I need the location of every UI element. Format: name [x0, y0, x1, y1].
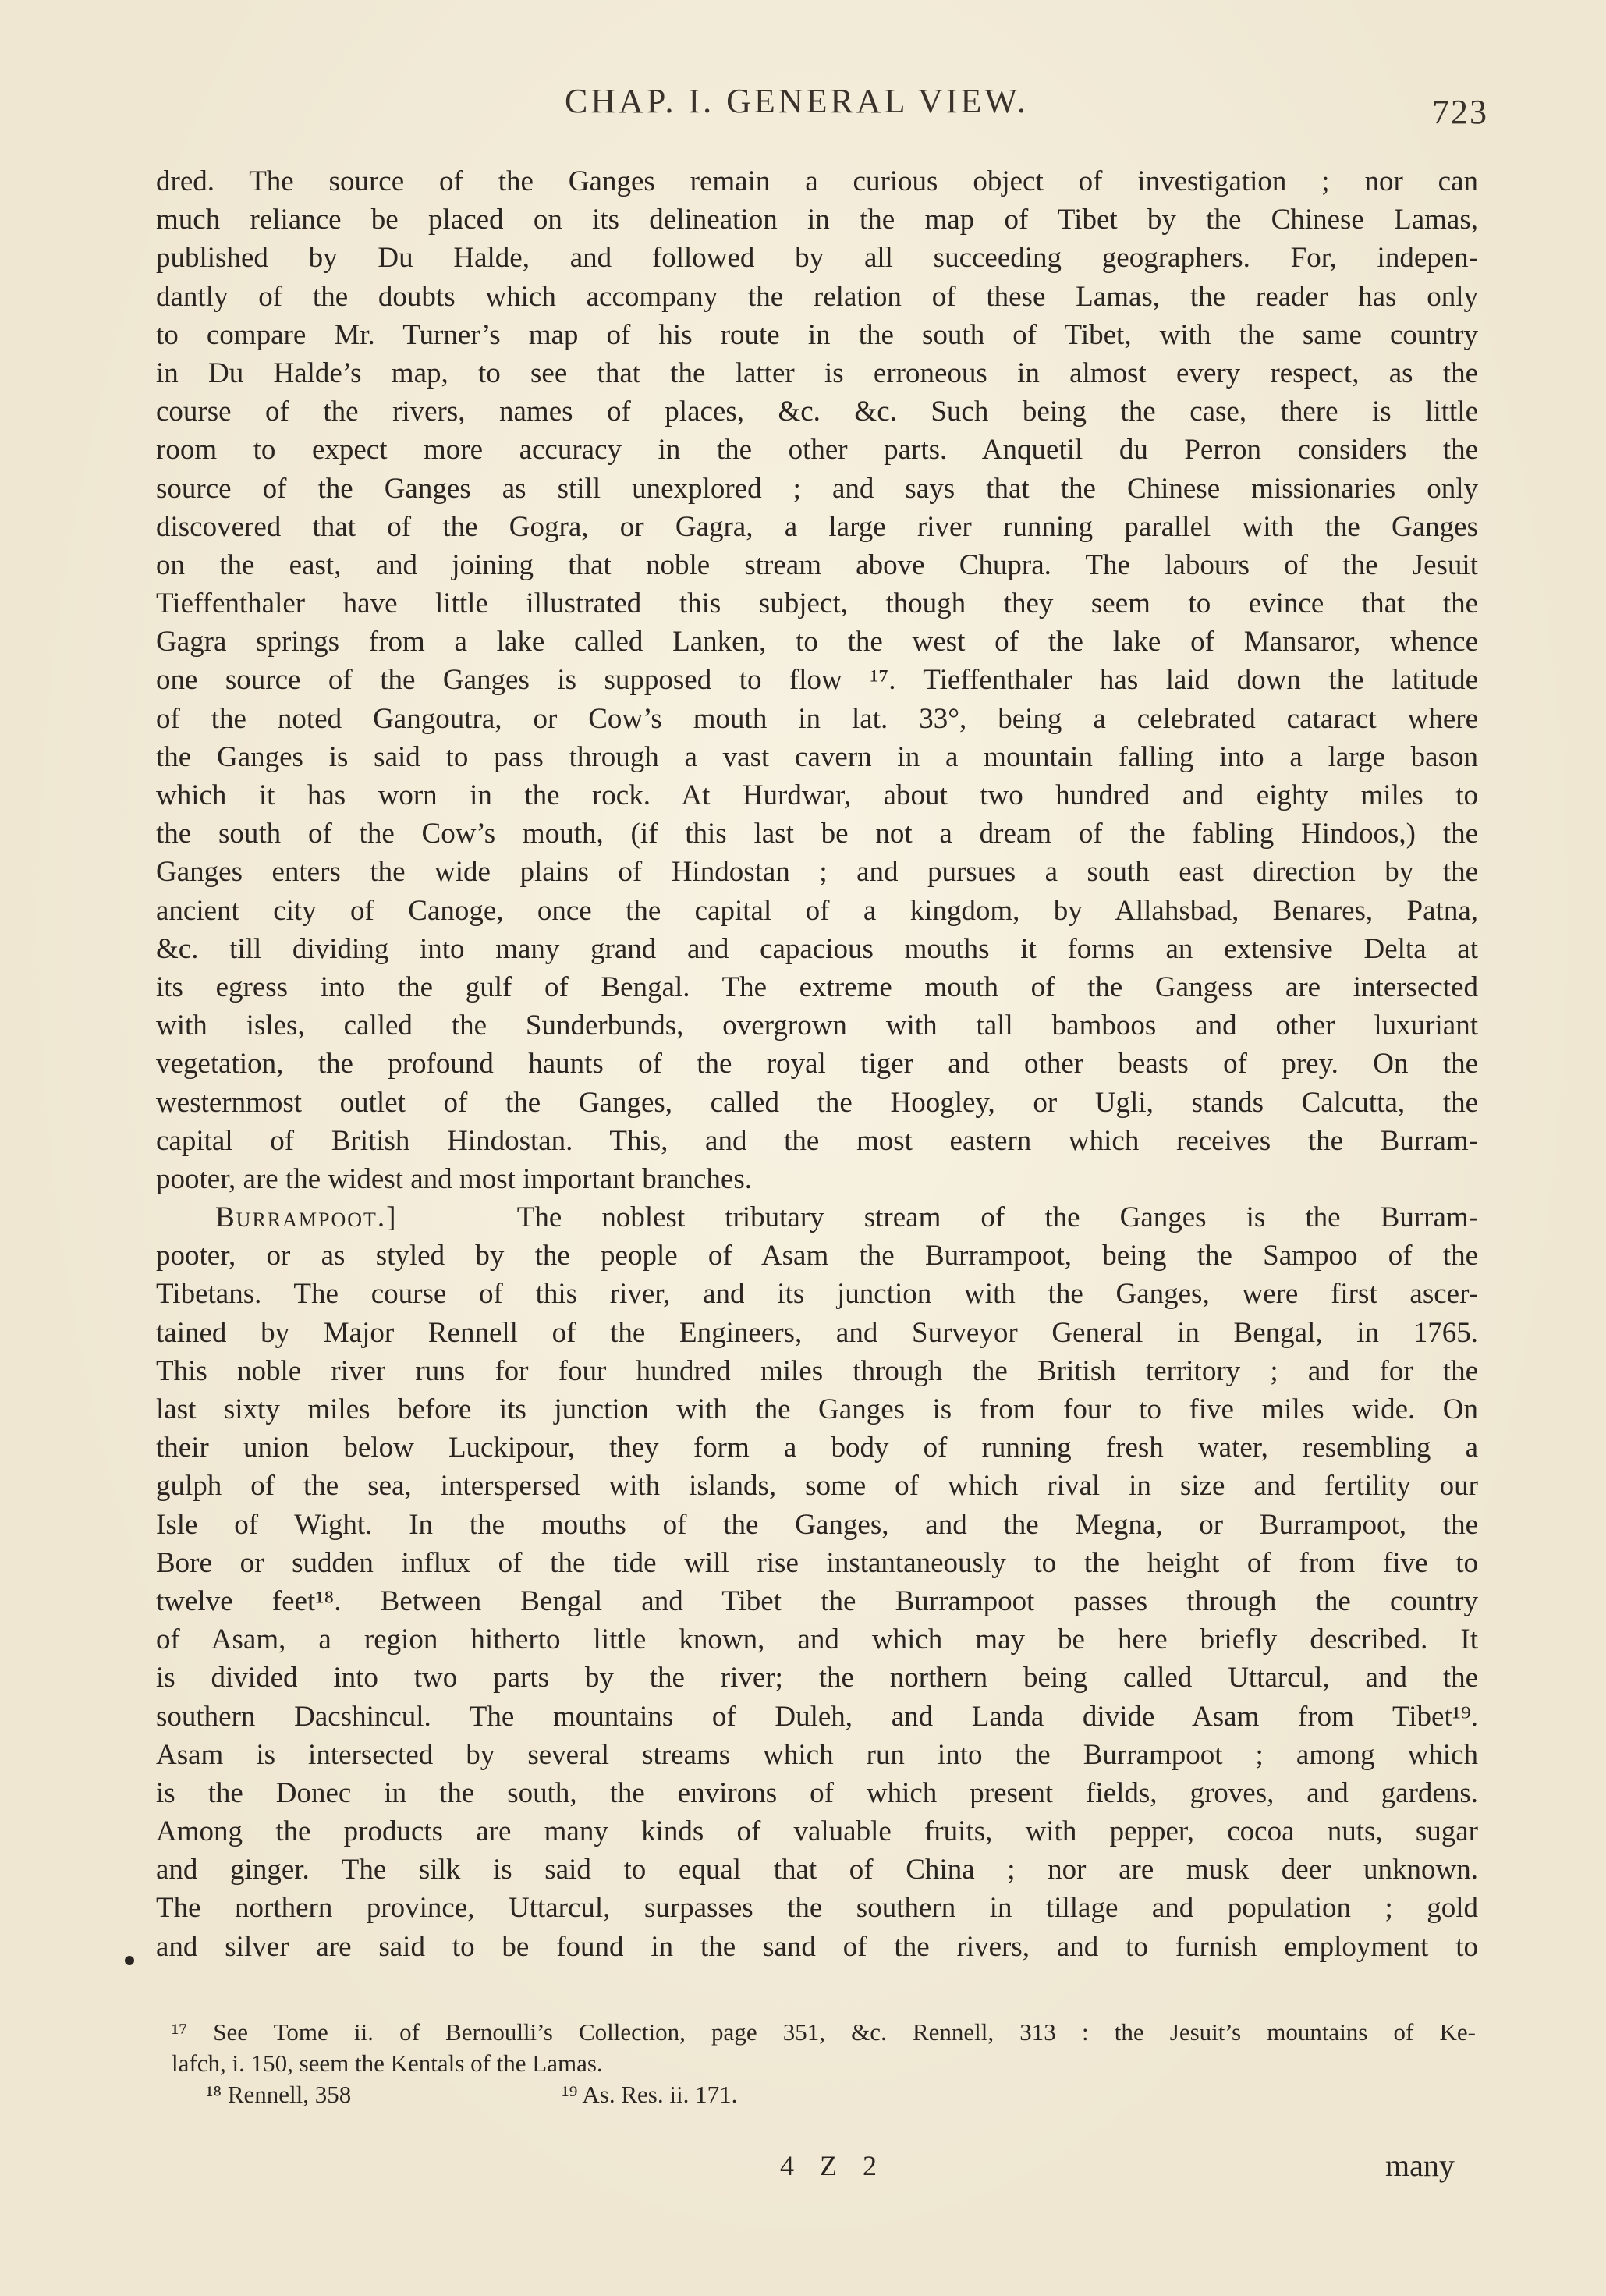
running-head — [0, 81, 1606, 131]
body-text — [156, 162, 1478, 1966]
text-line: and ginger. The silk is said to equal that of China ; nor are musk deer unknown. — [156, 1854, 1478, 1886]
text-line: Ganges enters the wide plains of Hindostan ; and pursues a south east direction by the — [156, 856, 1478, 889]
text-line: of the noted Gangoutra, or Cow’s mouth in lat. 33°, being a celebrated cataract where — [156, 702, 1478, 735]
text-line: with isles, called the Sunderbunds, overgrown with tall bamboos and other luxuriant — [156, 1010, 1478, 1042]
text-line: dred. The source of the Ganges remain a curious object of investigation ; nor can — [156, 165, 1478, 197]
text-line: is the Donec in the south, the environs of which present fields, groves, and gardens. — [156, 1776, 1478, 1809]
footnotes-18-19 — [172, 2079, 1476, 2110]
text-line: the south of the Cow’s mouth, (if this last be not a dream of the fabling Hindoos,) the — [156, 818, 1478, 850]
text-line: ancient city of Canoge, once the capital of a kingdom, by Allahsbad, Benares, Patna, — [156, 894, 1478, 927]
page-number: 723 — [1432, 93, 1488, 131]
text-line: Gagra springs from a lake called Lanken, to the west of the lake of Mansaror, whence — [156, 626, 1478, 658]
signature-mark: 4 Z 2 — [780, 2150, 886, 2181]
footnotes — [172, 2017, 1476, 2110]
text-line: last sixty miles before its junction with the Ganges is from four to five miles wide. On — [156, 1393, 1478, 1425]
text-line: gulph of the sea, interspersed with islands, some of which rival in size and fertility our — [156, 1470, 1478, 1503]
text-line: the Ganges is said to pass through a vast cavern in a mountain falling into a large bason — [156, 740, 1478, 773]
catchword: many — [1385, 2148, 1455, 2183]
text-line: southern Dacshincul. The mountains of Duleh, and Landa divide Asam from Tibet¹⁹. — [156, 1700, 1478, 1733]
section-sidehead: Burrampoot.] — [215, 1201, 398, 1234]
text-line: course of the rivers, names of places, &c. &c. Such being the case, there is little — [156, 396, 1478, 428]
text-line: room to expect more accuracy in the other parts. Anquetil du Perron considers the — [156, 434, 1478, 467]
text-line: dantly of the doubts which accompany the relation of these Lamas, the reader has only — [156, 280, 1478, 313]
text-line: published by Du Halde, and followed by all succeeding geographers. For, indepen- — [156, 242, 1478, 275]
text-line: Among the products are many kinds of valuable fruits, with pepper, cocoa nuts, sugar — [156, 1815, 1478, 1848]
text-line: vegetation, the profound haunts of the royal tiger and other beasts of prey. On the — [156, 1048, 1478, 1081]
text-line: their union below Luckipour, they form a body of running fresh water, resembling a — [156, 1432, 1478, 1464]
text-line: discovered that of the Gogra, or Gagra, a large river running parallel with the Ganges — [156, 510, 1478, 543]
text-line: Isle of Wight. In the mouths of the Ganges, and the Megna, or Burrampoot, the — [156, 1508, 1478, 1541]
footnote-17-continued: lafch, i. 150, seem the Kentals of the Lamas. — [172, 2049, 603, 2077]
text-line: one source of the Ganges is supposed to flow ¹⁷. Tieffenthaler has laid down the latitude — [156, 664, 1478, 697]
text-line: &c. till dividing into many grand and capacious mouths it forms an extensive Delta at — [156, 932, 1478, 965]
text-line: source of the Ganges as still unexplored ; and says that the Chinese missionaries only — [156, 472, 1478, 505]
text-line: pooter, are the widest and most important branches. — [156, 1162, 752, 1195]
footnote-17: ¹⁷ See Tome ii. of Bernoulli’s Collection, page 351, &c. Rennell, 313 : the Jesuit’s mountains of Ke- — [172, 2018, 1476, 2046]
chapter-title: CHAP. I. GENERAL VIEW. — [565, 82, 1029, 120]
text-line: of Asam, a region hitherto little known, and which may be here briefly described. It — [156, 1624, 1478, 1656]
text-line: This noble river runs for four hundred miles through the British territory ; and for the — [156, 1354, 1478, 1387]
text-line: is divided into two parts by the river; the northern being called Uttarcul, and the — [156, 1662, 1478, 1694]
text-line: capital of British Hindostan. This, and the most eastern which receives the Burram- — [156, 1124, 1478, 1157]
text-line: The northern province, Uttarcul, surpasses the southern in tillage and population ; gold — [156, 1892, 1478, 1925]
text-line: pooter, or as styled by the people of Asam the Burrampoot, being the Sampoo of the — [156, 1240, 1478, 1272]
text-line: much reliance be placed on its delineation in the map of Tibet by the Chinese Lamas, — [156, 204, 1478, 236]
text-line: in Du Halde’s map, to see that the latter is erroneous in almost every respect, as the — [156, 357, 1478, 389]
footnote-18: ¹⁸ Rennell, 358 — [206, 2081, 352, 2108]
text-line: Bore or sudden influx of the tide will rise instantaneously to the height of from five to — [156, 1546, 1478, 1579]
text-line: Asam is intersected by several streams which run into the Burrampoot ; among which — [156, 1738, 1478, 1771]
section-first-line — [156, 1198, 1478, 1237]
text-line: its egress into the gulf of Bengal. The extreme mouth of the Gangess are intersected — [156, 971, 1478, 1003]
text-line: tained by Major Rennell of the Engineers, and Surveyor General in Bengal, in 1765. — [156, 1316, 1478, 1349]
footnote-19: ¹⁹ As. Res. ii. 171. — [562, 2081, 738, 2108]
text-line: which it has worn in the rock. At Hurdwar, about two hundred and eighty miles to — [156, 779, 1478, 811]
text-line: and silver are said to be found in the sand of the rivers, and to furnish employment to — [156, 1930, 1478, 1963]
text-line: Tieffenthaler have little illustrated this subject, though they seem to evince that the — [156, 587, 1478, 620]
margin-ink-dot — [125, 1956, 134, 1965]
text-line: twelve feet¹⁸. Between Bengal and Tibet the Burrampoot passes through the country — [156, 1584, 1478, 1617]
text-line: Tibetans. The course of this river, and its junction with the Ganges, were first ascer- — [156, 1278, 1478, 1311]
section-opening-text: The noblest tributary stream of the Ganges is the Burram- — [516, 1201, 1478, 1234]
text-line: on the east, and joining that noble stream above Chupra. The labours of the Jesuit — [156, 548, 1478, 581]
text-line: westernmost outlet of the Ganges, called the Hoogley, or Ugli, stands Calcutta, the — [156, 1086, 1478, 1119]
text-line: to compare Mr. Turner’s map of his route in the south of Tibet, with the same country — [156, 318, 1478, 351]
